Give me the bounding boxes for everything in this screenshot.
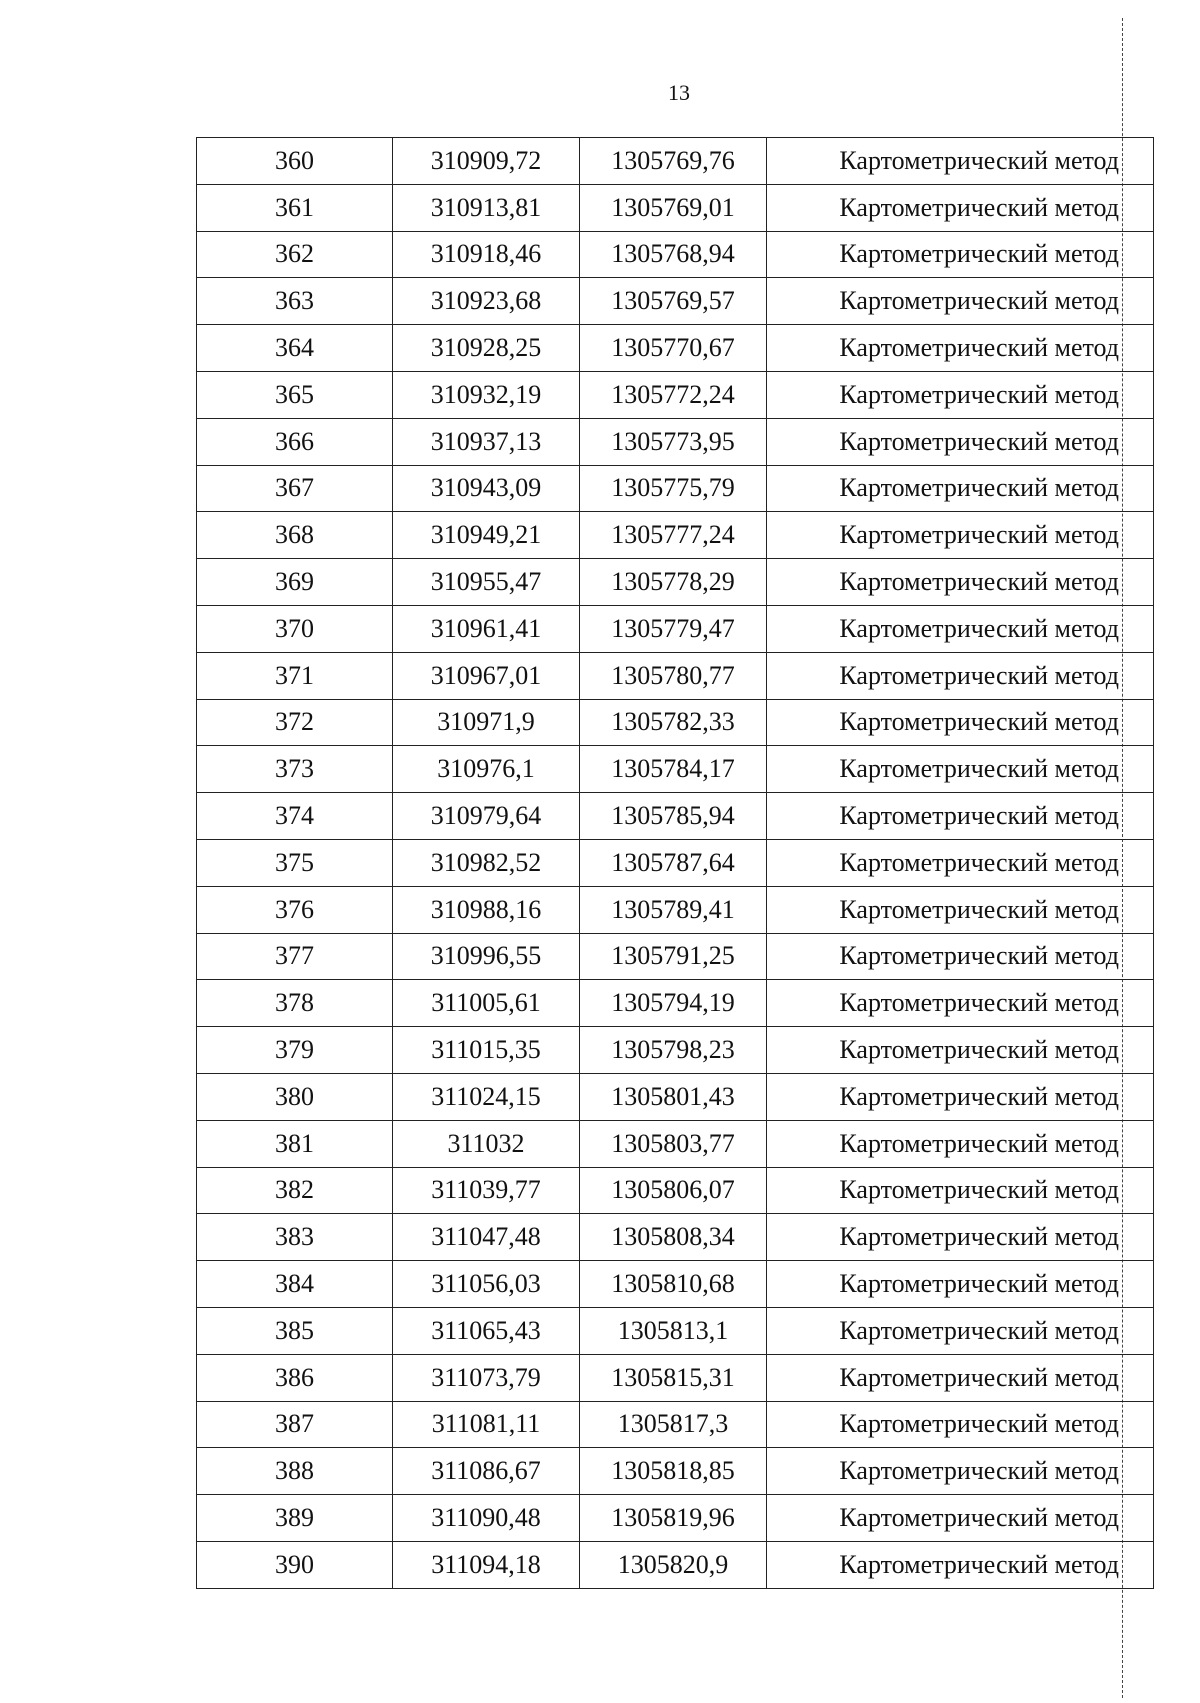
- table-row: [197, 933, 1154, 980]
- method-cell: Картометрический метод: [767, 1307, 1154, 1354]
- method-cell: Картометрический метод: [767, 839, 1154, 886]
- y-coordinate-cell: 1305820,9: [580, 1541, 767, 1588]
- y-coordinate-cell: 1305813,1: [580, 1307, 767, 1354]
- y-coordinate-cell: 1305780,77: [580, 652, 767, 699]
- x-coordinate-cell: 311073,79: [393, 1354, 580, 1401]
- x-coordinate-cell: 310996,55: [393, 933, 580, 980]
- x-coordinate-cell: 310918,46: [393, 231, 580, 278]
- table-row: [197, 1307, 1154, 1354]
- page-number: 13: [668, 80, 690, 105]
- point-number-cell: 368: [197, 512, 393, 559]
- x-coordinate-cell: 311056,03: [393, 1261, 580, 1308]
- y-coordinate-cell: 1305801,43: [580, 1073, 767, 1120]
- table-row: [197, 1214, 1154, 1261]
- x-coordinate-cell: 310923,68: [393, 278, 580, 325]
- table-row: [197, 1448, 1154, 1495]
- table-row: [197, 1354, 1154, 1401]
- table-row: [197, 465, 1154, 512]
- point-number-cell: 387: [197, 1401, 393, 1448]
- table-row: [197, 1120, 1154, 1167]
- x-coordinate-cell: 310976,1: [393, 746, 580, 793]
- y-coordinate-cell: 1305794,19: [580, 980, 767, 1027]
- method-cell: Картометрический метод: [767, 1120, 1154, 1167]
- method-cell: Картометрический метод: [767, 465, 1154, 512]
- x-coordinate-cell: 311090,48: [393, 1495, 580, 1542]
- table-row: [197, 231, 1154, 278]
- x-coordinate-cell: 310928,25: [393, 325, 580, 372]
- y-coordinate-cell: 1305779,47: [580, 605, 767, 652]
- point-number-cell: 364: [197, 325, 393, 372]
- point-number-cell: 385: [197, 1307, 393, 1354]
- y-coordinate-cell: 1305785,94: [580, 793, 767, 840]
- table-row: [197, 278, 1154, 325]
- method-cell: Картометрический метод: [767, 559, 1154, 606]
- table-row: [197, 746, 1154, 793]
- y-coordinate-cell: 1305819,96: [580, 1495, 767, 1542]
- method-cell: Картометрический метод: [767, 278, 1154, 325]
- method-cell: Картометрический метод: [767, 1354, 1154, 1401]
- point-number-cell: 367: [197, 465, 393, 512]
- x-coordinate-cell: 311065,43: [393, 1307, 580, 1354]
- table-row: [197, 325, 1154, 372]
- method-cell: Картометрический метод: [767, 1073, 1154, 1120]
- method-cell: Картометрический метод: [767, 1261, 1154, 1308]
- table-row: [197, 138, 1154, 185]
- y-coordinate-cell: 1305784,17: [580, 746, 767, 793]
- y-coordinate-cell: 1305808,34: [580, 1214, 767, 1261]
- x-coordinate-cell: 310971,9: [393, 699, 580, 746]
- x-coordinate-cell: 311032: [393, 1120, 580, 1167]
- point-number-cell: 383: [197, 1214, 393, 1261]
- x-coordinate-cell: 311094,18: [393, 1541, 580, 1588]
- y-coordinate-cell: 1305775,79: [580, 465, 767, 512]
- point-number-cell: 369: [197, 559, 393, 606]
- point-number-cell: 381: [197, 1120, 393, 1167]
- point-number-cell: 384: [197, 1261, 393, 1308]
- table-row: [197, 652, 1154, 699]
- point-number-cell: 365: [197, 371, 393, 418]
- method-cell: Картометрический метод: [767, 933, 1154, 980]
- y-coordinate-cell: 1305789,41: [580, 886, 767, 933]
- table-row: [197, 1027, 1154, 1074]
- table-row: [197, 1541, 1154, 1588]
- x-coordinate-cell: 310979,64: [393, 793, 580, 840]
- x-coordinate-cell: 311005,61: [393, 980, 580, 1027]
- point-number-cell: 378: [197, 980, 393, 1027]
- x-coordinate-cell: 310988,16: [393, 886, 580, 933]
- y-coordinate-cell: 1305782,33: [580, 699, 767, 746]
- point-number-cell: 390: [197, 1541, 393, 1588]
- x-coordinate-cell: 310949,21: [393, 512, 580, 559]
- point-number-cell: 379: [197, 1027, 393, 1074]
- x-coordinate-cell: 310913,81: [393, 184, 580, 231]
- method-cell: Картометрический метод: [767, 418, 1154, 465]
- point-number-cell: 373: [197, 746, 393, 793]
- method-cell: Картометрический метод: [767, 605, 1154, 652]
- table-row: [197, 371, 1154, 418]
- y-coordinate-cell: 1305806,07: [580, 1167, 767, 1214]
- table-row: [197, 418, 1154, 465]
- table-row: [197, 1167, 1154, 1214]
- point-number-cell: 361: [197, 184, 393, 231]
- method-cell: Картометрический метод: [767, 371, 1154, 418]
- y-coordinate-cell: 1305778,29: [580, 559, 767, 606]
- x-coordinate-cell: 311024,15: [393, 1073, 580, 1120]
- point-number-cell: 362: [197, 231, 393, 278]
- point-number-cell: 363: [197, 278, 393, 325]
- method-cell: Картометрический метод: [767, 1541, 1154, 1588]
- point-number-cell: 389: [197, 1495, 393, 1542]
- x-coordinate-cell: 310937,13: [393, 418, 580, 465]
- method-cell: Картометрический метод: [767, 512, 1154, 559]
- method-cell: Картометрический метод: [767, 138, 1154, 185]
- table-row: [197, 559, 1154, 606]
- coordinates-table-body: [197, 138, 1154, 1589]
- point-number-cell: 388: [197, 1448, 393, 1495]
- y-coordinate-cell: 1305817,3: [580, 1401, 767, 1448]
- y-coordinate-cell: 1305769,57: [580, 278, 767, 325]
- point-number-cell: 380: [197, 1073, 393, 1120]
- table-row: [197, 184, 1154, 231]
- table-row: [197, 980, 1154, 1027]
- table-row: [197, 512, 1154, 559]
- x-coordinate-cell: 310967,01: [393, 652, 580, 699]
- table-row: [197, 1073, 1154, 1120]
- method-cell: Картометрический метод: [767, 325, 1154, 372]
- x-coordinate-cell: 310982,52: [393, 839, 580, 886]
- point-number-cell: 372: [197, 699, 393, 746]
- method-cell: Картометрический метод: [767, 699, 1154, 746]
- y-coordinate-cell: 1305798,23: [580, 1027, 767, 1074]
- point-number-cell: 377: [197, 933, 393, 980]
- method-cell: Картометрический метод: [767, 1401, 1154, 1448]
- point-number-cell: 371: [197, 652, 393, 699]
- table-row: [197, 886, 1154, 933]
- point-number-cell: 370: [197, 605, 393, 652]
- point-number-cell: 376: [197, 886, 393, 933]
- x-coordinate-cell: 311015,35: [393, 1027, 580, 1074]
- x-coordinate-cell: 311081,11: [393, 1401, 580, 1448]
- method-cell: Картометрический метод: [767, 1027, 1154, 1074]
- coordinates-table: [196, 137, 1154, 1589]
- table-row: [197, 1401, 1154, 1448]
- table-row: [197, 793, 1154, 840]
- y-coordinate-cell: 1305773,95: [580, 418, 767, 465]
- method-cell: Картометрический метод: [767, 1167, 1154, 1214]
- point-number-cell: 386: [197, 1354, 393, 1401]
- method-cell: Картометрический метод: [767, 184, 1154, 231]
- table-row: [197, 1261, 1154, 1308]
- method-cell: Картометрический метод: [767, 793, 1154, 840]
- y-coordinate-cell: 1305768,94: [580, 231, 767, 278]
- y-coordinate-cell: 1305810,68: [580, 1261, 767, 1308]
- x-coordinate-cell: 310932,19: [393, 371, 580, 418]
- method-cell: Картометрический метод: [767, 231, 1154, 278]
- x-coordinate-cell: 310961,41: [393, 605, 580, 652]
- x-coordinate-cell: 310943,09: [393, 465, 580, 512]
- point-number-cell: 382: [197, 1167, 393, 1214]
- point-number-cell: 360: [197, 138, 393, 185]
- method-cell: Картометрический метод: [767, 746, 1154, 793]
- table-row: [197, 605, 1154, 652]
- method-cell: Картометрический метод: [767, 1448, 1154, 1495]
- table-row: [197, 1495, 1154, 1542]
- x-coordinate-cell: 311047,48: [393, 1214, 580, 1261]
- y-coordinate-cell: 1305770,67: [580, 325, 767, 372]
- y-coordinate-cell: 1305818,85: [580, 1448, 767, 1495]
- point-number-cell: 375: [197, 839, 393, 886]
- y-coordinate-cell: 1305777,24: [580, 512, 767, 559]
- table-row: [197, 699, 1154, 746]
- point-number-cell: 366: [197, 418, 393, 465]
- point-number-cell: 374: [197, 793, 393, 840]
- y-coordinate-cell: 1305815,31: [580, 1354, 767, 1401]
- y-coordinate-cell: 1305772,24: [580, 371, 767, 418]
- method-cell: Картометрический метод: [767, 886, 1154, 933]
- y-coordinate-cell: 1305787,64: [580, 839, 767, 886]
- x-coordinate-cell: 311039,77: [393, 1167, 580, 1214]
- y-coordinate-cell: 1305803,77: [580, 1120, 767, 1167]
- method-cell: Картометрический метод: [767, 1495, 1154, 1542]
- method-cell: Картометрический метод: [767, 980, 1154, 1027]
- method-cell: Картометрический метод: [767, 652, 1154, 699]
- method-cell: Картометрический метод: [767, 1214, 1154, 1261]
- x-coordinate-cell: 311086,67: [393, 1448, 580, 1495]
- y-coordinate-cell: 1305769,01: [580, 184, 767, 231]
- y-coordinate-cell: 1305791,25: [580, 933, 767, 980]
- x-coordinate-cell: 310955,47: [393, 559, 580, 606]
- y-coordinate-cell: 1305769,76: [580, 138, 767, 185]
- x-coordinate-cell: 310909,72: [393, 138, 580, 185]
- table-row: [197, 839, 1154, 886]
